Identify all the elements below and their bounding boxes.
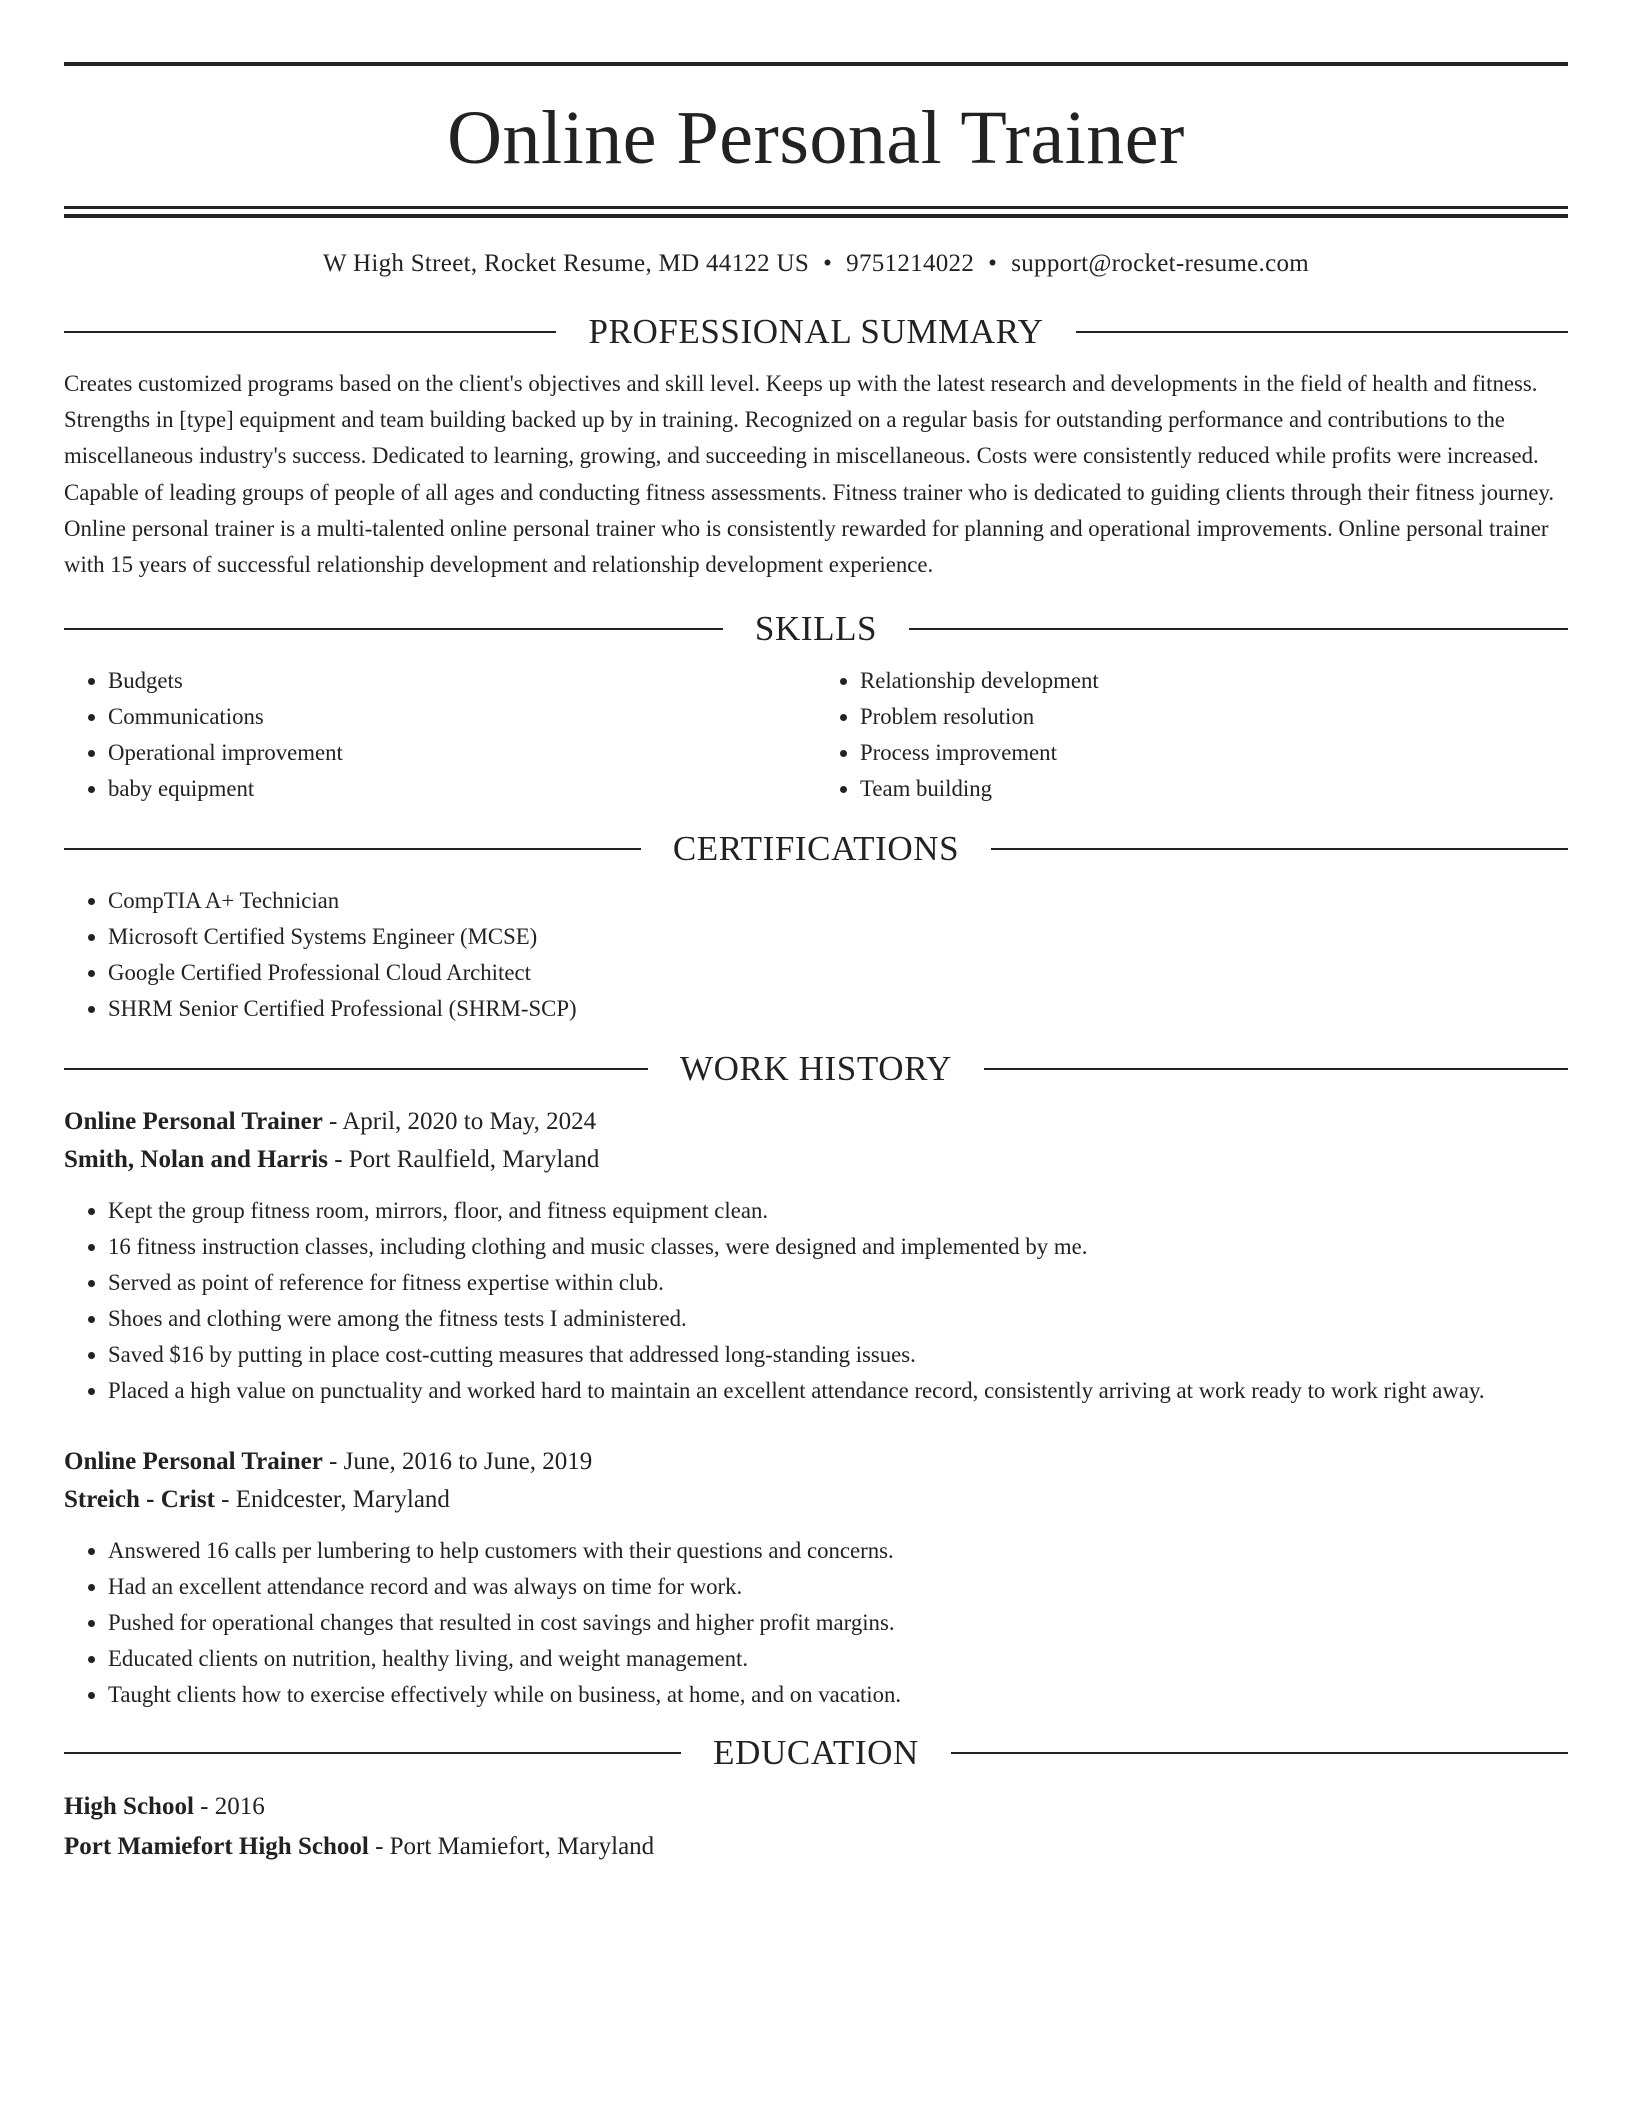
education-school: Port Mamiefort High School	[64, 1833, 369, 1861]
skills-section-header	[64, 609, 1568, 649]
job-title: Online Personal Trainer	[64, 1448, 323, 1476]
skill-item: • baby equipment	[108, 771, 816, 807]
work-section-title: WORK HISTORY	[680, 1049, 952, 1089]
divider-line	[64, 1068, 648, 1070]
job-title-line	[64, 1103, 1568, 1141]
certifications-list	[64, 883, 1568, 1027]
certification-item: • Microsoft Certified Systems Engineer (MCSE)	[108, 919, 1568, 955]
job-company: Streich - Crist	[64, 1486, 215, 1514]
certification-item: • CompTIA A+ Technician	[108, 883, 1568, 919]
resume-name: Online Personal Trainer	[447, 96, 1185, 180]
skills-list-left	[64, 663, 816, 807]
job-title-line	[64, 1443, 1568, 1481]
job-bullet: • Educated clients on nutrition, healthy living, and weight management.	[108, 1641, 1568, 1677]
skill-item: • Relationship development	[860, 663, 1568, 699]
work-section-header	[64, 1049, 1568, 1089]
skill-item: • Communications	[108, 699, 816, 735]
divider-line	[64, 1752, 681, 1754]
double-rule	[64, 206, 1568, 218]
contact-separator: •	[823, 250, 833, 277]
divider-line	[64, 331, 556, 333]
certifications-section-title: CERTIFICATIONS	[672, 829, 960, 869]
job-title: Online Personal Trainer	[64, 1108, 323, 1136]
certification-item: • SHRM Senior Certified Professional (SHRM-SCP)	[108, 991, 1568, 1027]
skill-item: • Problem resolution	[860, 699, 1568, 735]
education-degree-line	[64, 1787, 1568, 1827]
job-bullet: • Shoes and clothing were among the fitness tests I administered.	[108, 1301, 1568, 1337]
job-bullet: • Served as point of reference for fitness expertise within club.	[108, 1265, 1568, 1301]
skill-item: • Team building	[860, 771, 1568, 807]
job-entry	[64, 1443, 1568, 1713]
education-section-title: EDUCATION	[713, 1733, 919, 1773]
summary-text: Creates customized programs based on the client's objectives and skill level. Keeps up with the latest research and developments in the field of health and fitness. Strengths in [type] equipment and team building backed up by in training. Recognized on a regular basis for outstanding performance and contributions to the miscellaneous industry's success. Dedicated to learning, growing, and succeeding in miscellaneous. Costs were consistently reduced while profits were increased. Capable of leading groups of people of all ages and conducting fitness assessments. Fitness trainer who is dedicated to guiding clients through their fitness journey. Online personal trainer is a multi-talented online personal trainer who is consistently rewarded for planning and operational improvements. Online personal trainer with 15 years of successful relationship development and relationship development experience.	[64, 371, 1555, 578]
skills-grid	[64, 663, 1568, 807]
education-section-header	[64, 1733, 1568, 1773]
education-degree: High School	[64, 1793, 194, 1821]
summary-section-header	[64, 312, 1568, 352]
job-bullet: • Saved $16 by putting in place cost-cutting measures that addressed long-standing issues.	[108, 1337, 1568, 1373]
skill-item: • Process improvement	[860, 735, 1568, 771]
job-company: Smith, Nolan and Harris	[64, 1146, 328, 1174]
divider-line	[991, 848, 1568, 850]
job-bullet: • Kept the group fitness room, mirrors, floor, and fitness equipment clean.	[108, 1193, 1568, 1229]
education-location: - Port Mamiefort, Maryland	[368, 1833, 655, 1861]
job-dates: - April, 2020 to May, 2024	[322, 1108, 597, 1136]
divider-line	[984, 1068, 1568, 1070]
job-location: - Port Raulfield, Maryland	[327, 1146, 600, 1174]
contact-separator: •	[988, 250, 998, 277]
job-bullets	[64, 1533, 1568, 1713]
job-bullet: • 16 fitness instruction classes, including clothing and music classes, were designed and implemented by me.	[108, 1229, 1568, 1265]
contact-email[interactable]: support@rocket-resume.com	[1011, 250, 1310, 277]
job-bullet: • Placed a high value on punctuality and worked hard to maintain an excellent attendance record, consistently arriving at work ready to work right away.	[108, 1373, 1568, 1409]
job-bullet: • Had an excellent attendance record and was always on time for work.	[108, 1569, 1568, 1605]
divider-line	[64, 628, 723, 630]
skills-list-right	[816, 663, 1568, 807]
skills-section-title: SKILLS	[754, 609, 878, 649]
job-bullet: • Taught clients how to exercise effectively while on business, at home, and on vacation.	[108, 1677, 1568, 1713]
top-rule	[64, 62, 1568, 66]
skill-item: • Budgets	[108, 663, 816, 699]
divider-line	[951, 1752, 1568, 1754]
job-spacer	[64, 1409, 1568, 1443]
summary-section-title: PROFESSIONAL SUMMARY	[588, 312, 1044, 351]
skill-item: • Operational improvement	[108, 735, 816, 771]
job-dates: - June, 2016 to June, 2019	[322, 1448, 593, 1476]
contact-address: W High Street, Rocket Resume, MD 44122 US	[322, 250, 810, 277]
job-bullets	[64, 1193, 1568, 1409]
job-entry	[64, 1103, 1568, 1409]
job-company-line	[64, 1141, 1568, 1179]
certification-item: • Google Certified Professional Cloud Architect	[108, 955, 1568, 991]
divider-line	[909, 628, 1568, 630]
job-location: - Enidcester, Maryland	[214, 1486, 450, 1514]
education-school-line	[64, 1827, 1568, 1867]
job-company-line	[64, 1481, 1568, 1519]
certifications-section-header	[64, 829, 1568, 869]
contact-line	[64, 250, 1568, 278]
contact-phone: 9751214022	[846, 250, 975, 277]
job-bullet: • Answered 16 calls per lumbering to help customers with their questions and concerns.	[108, 1533, 1568, 1569]
education-year: - 2016	[193, 1793, 265, 1821]
divider-line	[1076, 331, 1568, 333]
job-bullet: • Pushed for operational changes that resulted in cost savings and higher profit margins.	[108, 1605, 1568, 1641]
divider-line	[64, 848, 641, 850]
